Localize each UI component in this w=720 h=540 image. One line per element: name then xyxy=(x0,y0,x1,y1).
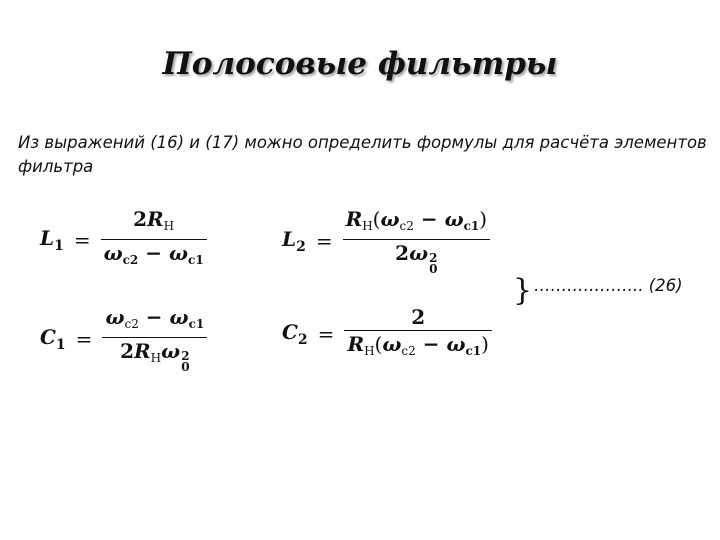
formula-l2-lhs: $L_2$ xyxy=(282,226,306,255)
formula-c1-fraction xyxy=(102,304,207,373)
formula-l1-fraction xyxy=(101,206,207,273)
formula-c2-numerator: 2 xyxy=(411,305,426,329)
equation-number: ……………….. (26) xyxy=(534,276,683,295)
formula-c2-fraction xyxy=(344,304,492,364)
formula-l1-lhs: $L_1$ xyxy=(40,225,64,254)
formula-c1-denominator: $2R_Н\omega$ 2 0 xyxy=(120,339,190,375)
formula-l1-numerator: $2R_Н$ xyxy=(133,207,175,233)
formula-l1 xyxy=(40,206,207,273)
equals-sign: = xyxy=(73,227,91,252)
formula-l2-fraction xyxy=(343,206,491,275)
formula-c2-lhs: $C_2$ xyxy=(282,320,308,349)
formula-c2-denominator: $R_Н(\omega_{c2} - \omega_{c1})$ xyxy=(347,332,489,359)
right-brace: } xyxy=(513,273,533,308)
formula-l2-denominator: 2ω 2 0 xyxy=(395,241,438,277)
equals-sign: = xyxy=(75,326,93,351)
slide-title: Полосовые фильтры xyxy=(162,46,558,82)
equals-sign: = xyxy=(315,228,333,253)
equals-sign: = xyxy=(317,322,335,347)
formula-c1 xyxy=(40,304,207,373)
formula-c2 xyxy=(282,304,492,364)
formula-l2-numerator: $R_Н(\omega_{c2} - \omega_{c1})$ xyxy=(345,207,488,233)
formula-c1-numerator: $\omega_{c2} - \omega_{c1}$ xyxy=(105,305,205,331)
intro-text: Из выражений (16) и (17) можно определить формулы для расчёта элементов фильтра xyxy=(18,133,707,176)
formula-c1-lhs: $C_1$ xyxy=(40,324,66,353)
formula-l2 xyxy=(282,206,490,275)
formula-l1-denominator: $\omega_{c2} - \omega_{c1}$ xyxy=(103,241,204,268)
